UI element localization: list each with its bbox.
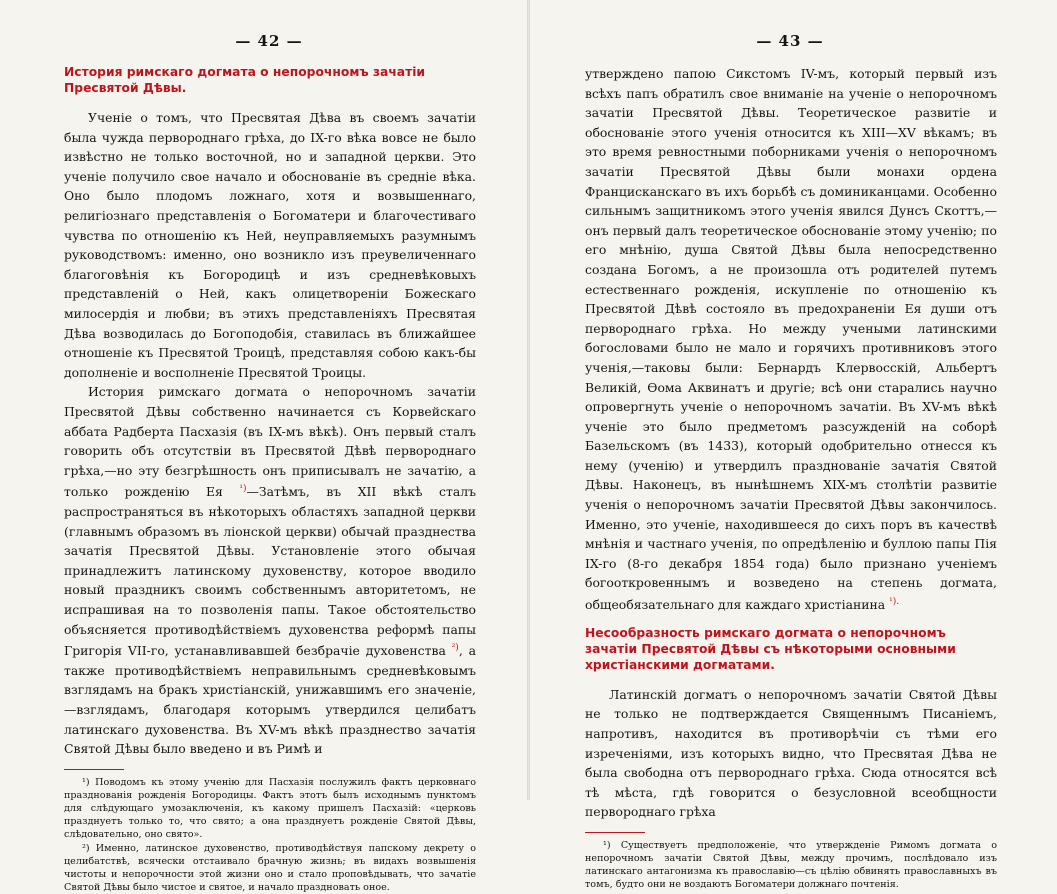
paragraph: Латинскій догматъ о непорочномъ зачатіи Святой Дѣвы не только не подтверждается Священнымъ Писаніемъ, напротивъ, находится въ противорѣчіи съ тѣми его изреченіями, изъ которыхъ видно, что Пресвятая Дѣва не была свободна отъ первороднаго грѣха. Сюда относятся всѣ тѣ мѣста, гдѣ говорится о безусловной всеобщности первороднаго грѣха — [585, 686, 997, 820]
footnote-marker: ¹). — [889, 597, 900, 608]
body-text — [64, 108, 476, 759]
chapter-heading: История римскаго догмата о непорочномъ зачатіи Пресвятой Дѣвы. — [64, 65, 426, 95]
footnote-marker: ²) — [451, 643, 459, 654]
body-text — [585, 64, 997, 615]
section-heading: Несообразность римскаго догмата о непорочномъ зачатіи Пресвятой Дѣвы съ нѣкоторыми основными христіанскими догматами. — [585, 625, 956, 672]
paragraph-text: —Затѣмъ, въ XII вѣкѣ сталъ распространяться въ нѣкоторыхъ областяхъ западной церкви (главнымъ образомъ въ ліонской церкви) обычай празднества зачатія Пресвятой Дѣвы. Установленіе этого обычая принадлежитъ латинскому духовенству, которое вводило новый праздникъ своимъ собственнымъ авторитетомъ, не испрашивая на то позволенія папы. Такое обстоятельство объясняется противодѣйствіемъ духовенства реформѣ папы Григорія VII-го, устанавливавшей безбрачіе духовенства — [64, 484, 476, 659]
paragraph — [64, 382, 476, 759]
footnote: ²) Именно, латинское духовенство, противодѣйствуя папскому декрету о целибатствѣ, всячески отстаивало брачную жизнь; въ видахъ возвышенія чистоты и непорочности этой жизни оно и стало проповѣдывать, что зачатіе Святой Дѣвы было чистое и святое, и начало праздновать оное. — [64, 842, 476, 893]
paragraph-text: История римскаго догмата о непорочномъ зачатіи Пресвятой Дѣвы собственно начинается съ Корвейскаго аббата Радберта Пасхазія (въ IX-мъ вѣкѣ). Онъ первый сталъ говорить объ отсутствіи въ Пресвятой Дѣвѣ первороднаго грѣха,—но эту безгрѣшность онъ приписывалъ не зачатію, а только рожденію Ея — [64, 384, 476, 500]
footnote: ¹) Существуетъ предположеніе, что утвержденіе Римомъ догмата о непорочномъ зачатіи Святой Дѣвы, между прочимъ, послѣдовало изъ латинскаго антагонизма къ православію—съ цѣлію обвинять православныхъ въ томъ, будто они не воздаютъ Богоматери должнаго почтенія. — [585, 839, 997, 890]
right-page — [529, 0, 1057, 890]
page-number: — 42 — — [235, 32, 303, 50]
footnote-divider — [585, 832, 645, 833]
footnote: ¹) Поводомъ къ этому ученію для Пасхазія послужилъ фактъ церковнаго празднованія рожденія Богородицы. Фактъ этотъ былъ исходнымъ пунктомъ для слѣдующаго умозаключенія, къ какому пришелъ Пасхазій: «церковь празднуетъ только то, что свято; а она празднуетъ рожденіе Святой Дѣвы, слѣдовательно, оно свято». — [64, 776, 476, 840]
footnotes — [585, 839, 997, 891]
paragraph-text: , а также противодѣйствіемъ неправильнымъ средневѣковымъ взглядамъ на бракъ христіанскій, унижавшимъ его значеніе,—взглядамъ, благодаря которымъ утвердился целибатъ латинскаго духовенства. Въ XV-мъ вѣкѣ празднество зачатія Святой Дѣвы было введено и въ Римѣ и — [64, 643, 476, 757]
left-page — [0, 0, 528, 893]
body-text — [585, 685, 997, 822]
footnote-marker: ¹) — [239, 484, 247, 495]
paragraph: Ученіе о томъ, что Пресвятая Дѣва въ своемъ зачатіи была чужда первороднаго грѣха, до IX-го вѣка вовсе не было извѣстно не только восточной, но и западной церкви. Это ученіе получило свое начало и обоснованіе въ средніе вѣка. Оно было плодомъ ложнаго, хотя и возвышеннаго, религіознаго представленія о Богоматери и благочестиваго чувства по отношенію къ Ней, неуправляемыхъ разумнымъ руководствомъ: именно, оно возникло изъ преувеличеннаго благоговѣнія къ Богородицѣ и изъ средневѣковыхъ представленій о Ней, какъ олицетвореніи Божескаго милосердія и любви; въ этихъ представленіяхъ Пресвятая Дѣва возводилась до Богоподобія, ставилась въ ближайшее отношеніе къ Пресвятой Троицѣ, представляя собою какъ-бы дополненіе и восполненіе Пресвятой Троицы. — [64, 110, 476, 380]
footnotes — [64, 776, 476, 894]
footnote-divider — [64, 769, 124, 770]
paragraph — [585, 64, 997, 615]
paragraph-text: утверждено папою Сикстомъ IV-мъ, который первый изъ всѣхъ папъ обратилъ свое вниманіе на ученіе о непорочномъ зачатіи Пресвятой Дѣвы. Теоретическое развитіе и обоснованіе этого ученія относится къ XIII—XV вѣкамъ; въ это время ревностными поборниками ученія о непорочномъ зачатіи Пресвятой Дѣвы были монахи ордена Францисканскаго въ ихъ борьбѣ съ доминиканцами. Особенно сильнымъ защитникомъ этого ученія явился Дунсъ Скоттъ,—онъ первый далъ теоретическое обоснованіе этому ученію; по его мнѣнію, душа Святой Дѣвы была непосредственно создана Богомъ, а не произошла отъ родителей путемъ естественнаго рожденія, искупленіе по отношенію къ Пресвятой Дѣвѣ состояло въ предохраненіи Ея души отъ первороднаго грѣха. Но между учеными латинскими богословами было не мало и горячихъ противниковъ этого ученія,—таковы были: Бернардъ Клервосскій, Альбертъ Великій, Ѳома Аквинатъ и другіе; всѣ они старались научно опровергнуть ученіе о непорочномъ зачатіи. Въ XV-мъ вѣкѣ ученіе это было предметомъ разсужденій на соборѣ Базельскомъ (въ 1433), который одобрительно отнесся къ нему (ученію) и утвердилъ празднованіе зачатія Святой Дѣвы. Наконецъ, въ нынѣшнемъ XIX-мъ столѣтіи развитіе ученія о непорочномъ зачатіи Пресвятой Дѣвы закончилось. Именно, это ученіе, находившееся до сихъ поръ въ качествѣ мнѣнія и частнаго ученія, по опредѣленію и буллою папы Пія IX-го (8-го декабря 1854 года) было признано ученіемъ богооткровеннымъ и возведено на степень догмата, общеобязательнаго для каждаго христіанина — [585, 66, 997, 613]
page-number: — 43 — — [756, 32, 824, 50]
